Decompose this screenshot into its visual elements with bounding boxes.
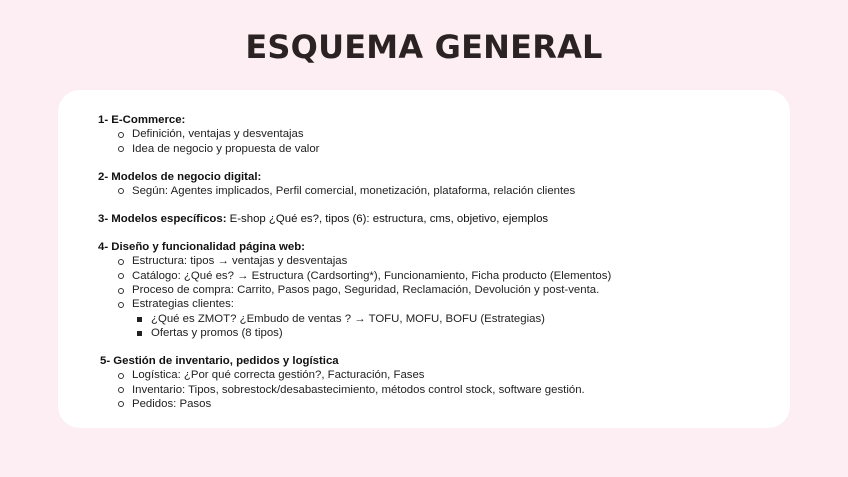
list-item: Logística: ¿Por qué correcta gestión?, Facturación, Fases [118,368,778,382]
section-heading [98,212,778,226]
sub-list-item: Ofertas y promos (8 tipos) [134,326,778,340]
bullet-list [98,184,778,198]
list-item: Proceso de compra: Carrito, Pasos pago, Seguridad, Reclamación, Devolución y post-venta. [118,283,778,297]
list-item: Según: Agentes implicados, Perfil comercial, monetización, plataforma, relación clientes [118,184,778,198]
section-heading: 2- Modelos de negocio digital: [98,170,262,183]
section-inline-text: E-shop ¿Qué es?, tipos (6): estructura, cms, objetivo, ejemplos [226,213,549,226]
section-inventory [98,354,778,411]
list-item-label: Estrategias clientes: [132,298,234,311]
section-heading: 4- Diseño y funcionalidad página web: [98,241,305,254]
page-title: ESQUEMA GENERAL [245,28,603,66]
sub-bullet-list [132,312,778,341]
section-heading: 1- E-Commerce: [98,114,186,126]
list-item: Inventario: Tipos, sobrestock/desabastecimiento, métodos control stock, software gestión. [118,383,778,397]
section-heading-label: 3- Modelos específicos: [98,213,227,226]
list-item [118,297,778,340]
outline [98,113,778,425]
section-specific-models [98,212,778,226]
bullet-list [98,254,778,340]
section-ecommerce [98,113,778,156]
bullet-list [98,368,778,411]
list-item: Estructura: tipos → ventajas y desventajas [118,254,778,268]
bullet-list [98,127,778,156]
section-web-design [98,240,778,340]
list-item: Pedidos: Pasos [118,397,778,411]
section-business-models [98,170,778,199]
list-item: Idea de negocio y propuesta de valor [118,142,778,156]
section-heading: 5- Gestión de inventario, pedidos y logística [100,355,339,368]
list-item: Definición, ventajas y desventajas [118,127,778,141]
sub-list-item: ¿Qué es ZMOT? ¿Embudo de ventas ? → TOFU, MOFU, BOFU (Estrategias) [134,312,778,326]
list-item: Catálogo: ¿Qué es? → Estructura (Cardsorting*), Funcionamiento, Ficha producto (Elementos) [118,269,778,283]
